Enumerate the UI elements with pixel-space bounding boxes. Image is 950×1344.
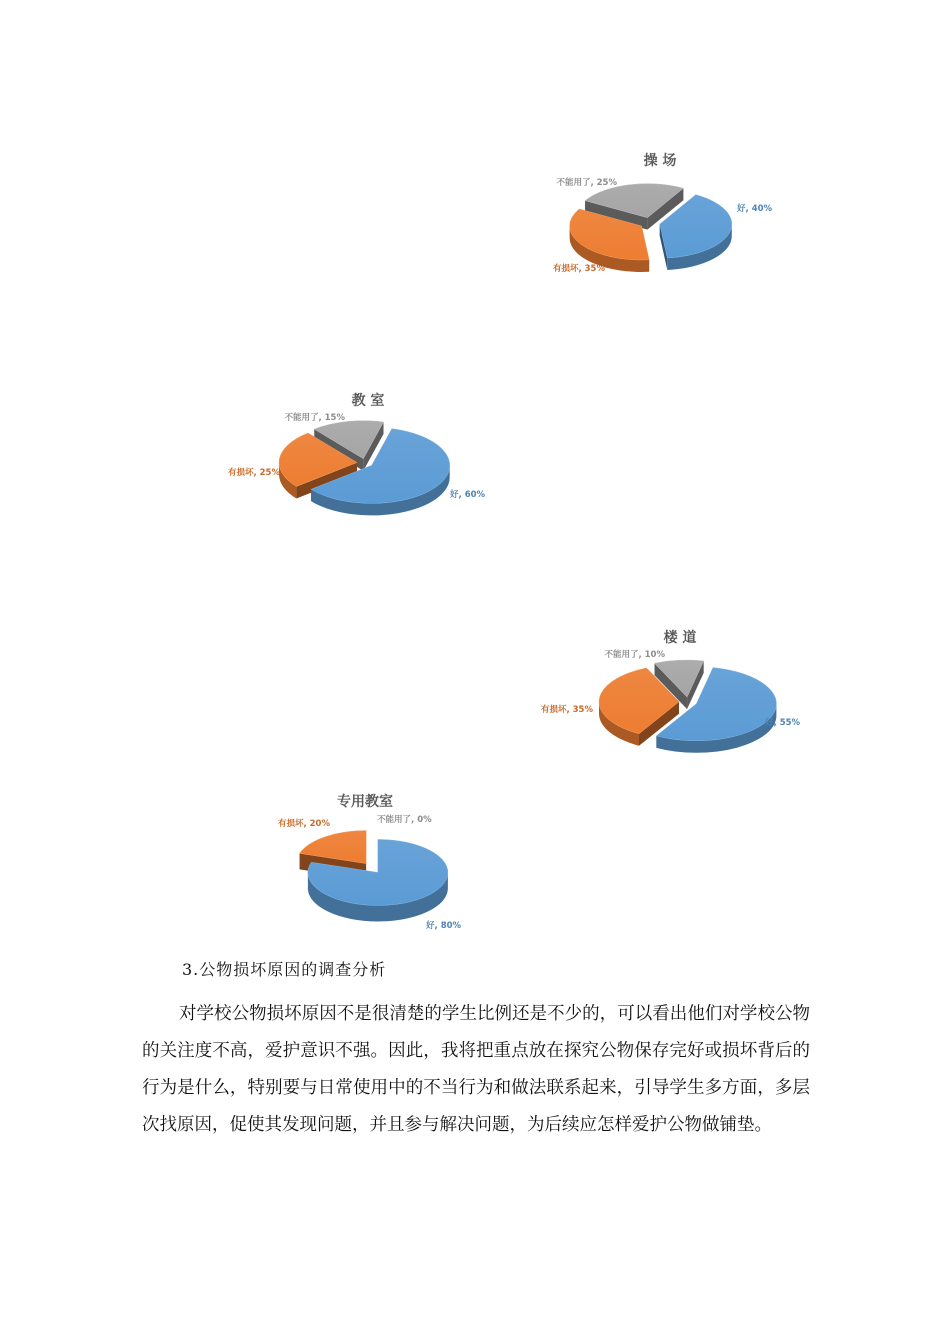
chart-title: 专用教室 xyxy=(337,794,393,810)
data-label-good: 好, 60% xyxy=(450,490,486,500)
data-label-unusable: 不能用了, 0% xyxy=(377,815,432,825)
data-label-good: 好, 55% xyxy=(765,718,801,728)
data-label-damaged: 有损坏, 20% xyxy=(277,819,330,829)
data-label-good: 好, 40% xyxy=(737,204,773,214)
pie-chart-svg xyxy=(520,145,780,285)
pie-chart-corridor xyxy=(520,622,820,757)
chart-title: 教 室 xyxy=(351,393,385,409)
data-label-unusable: 不能用了, 15% xyxy=(284,413,345,423)
section-heading: 3.公物损坏原因的调查分析 xyxy=(182,960,387,979)
data-label-damaged: 有损坏, 35% xyxy=(552,264,605,274)
data-label-good: 好, 80% xyxy=(426,921,462,931)
data-label-damaged: 有损坏, 25% xyxy=(227,468,280,478)
data-label-unusable: 不能用了, 10% xyxy=(604,650,665,660)
section-paragraph: 对学校公物损坏原因不是很清楚的学生比例还是不少的，可以看出他们对学校公物的关注度不高，爱护意识不强。因此，我将把重点放在探究公物保存完好或损坏背后的行为是什么，特别要与日常使用中的不当行为和做法联系起来，引导学生多方面，多层次找原因，促使其发现问题，并且参与解决问题，为后续应怎样爱护公物做铺垫。 xyxy=(142,1004,810,1135)
chart-title: 操 场 xyxy=(643,153,677,169)
chart-title: 楼 道 xyxy=(663,630,697,646)
pie-chart-classroom xyxy=(210,385,500,525)
pie-chart-svg xyxy=(520,622,820,757)
pie-chart-playground xyxy=(520,145,780,285)
data-label-damaged: 有损坏, 35% xyxy=(540,705,593,715)
pie-chart-special-classroom xyxy=(260,790,500,940)
data-label-unusable: 不能用了, 25% xyxy=(556,178,617,188)
pie-chart-svg xyxy=(210,385,500,525)
pie-chart-svg xyxy=(260,790,500,940)
